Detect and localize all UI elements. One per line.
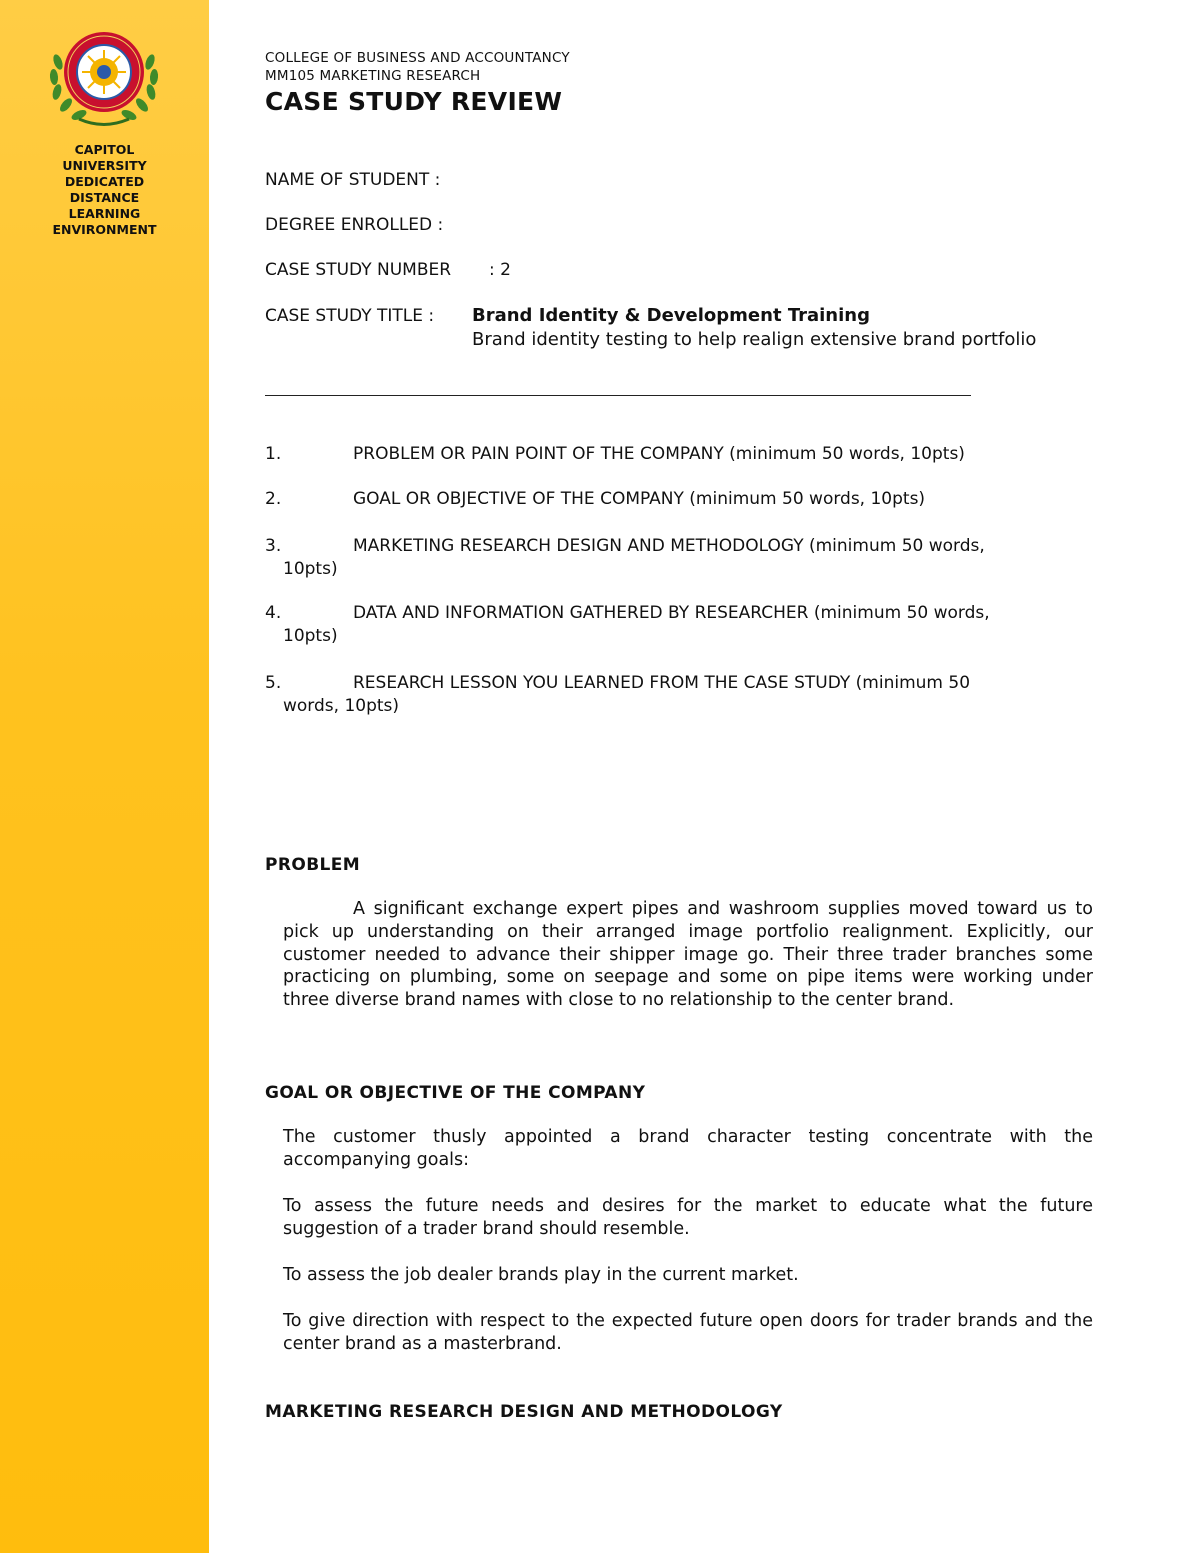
student-name-label: NAME OF STUDENT : xyxy=(265,170,441,190)
goal-paragraph: To give direction with respect to the expected future open doors for trader brands and the center brand as a masterbrand. xyxy=(283,1311,1093,1354)
case-title-value: Brand Identity & Development Training xyxy=(472,305,870,326)
question-text-continued: 10pts) xyxy=(283,626,338,646)
goal-paragraph: The customer thusly appointed a brand character testing concentrate with the accompanying goals: xyxy=(283,1127,1093,1170)
divider-line xyxy=(265,395,971,396)
question-text: MARKETING RESEARCH DESIGN AND METHODOLOGY (minimum 50 words, xyxy=(353,536,985,556)
university-name-line: CAPITOL xyxy=(74,142,135,157)
methodology-heading: MARKETING RESEARCH DESIGN AND METHODOLOGY xyxy=(265,1402,783,1422)
college-name: COLLEGE OF BUSINESS AND ACCOUNTANCY xyxy=(265,50,570,66)
university-seal-logo xyxy=(44,22,164,132)
case-number-label: CASE STUDY NUMBER xyxy=(265,260,452,280)
question-text: RESEARCH LESSON YOU LEARNED FROM THE CASE STUDY (minimum 50 xyxy=(353,673,971,693)
goal-heading: GOAL OR OBJECTIVE OF THE COMPANY xyxy=(265,1083,646,1103)
goal-paragraph: To assess the future needs and desires for the market to educate what the future suggestion of a trader brand should resemble. xyxy=(283,1196,1093,1239)
question-text: GOAL OR OBJECTIVE OF THE COMPANY (minimum 50 words, 10pts) xyxy=(353,489,926,509)
course-name: MM105 MARKETING RESEARCH xyxy=(265,68,481,84)
degree-label: DEGREE ENROLLED : xyxy=(265,215,444,235)
question-number: 5. xyxy=(265,673,282,693)
sidebar xyxy=(0,0,209,1553)
question-number: 3. xyxy=(265,536,282,556)
case-title-label: CASE STUDY TITLE : xyxy=(265,306,435,326)
case-number-value: : 2 xyxy=(489,260,511,280)
question-text: PROBLEM OR PAIN POINT OF THE COMPANY (minimum 50 words, 10pts) xyxy=(353,444,965,464)
question-number: 1. xyxy=(265,444,282,464)
question-text-continued: 10pts) xyxy=(283,559,338,579)
university-name-line: DISTANCE xyxy=(69,190,140,205)
question-number: 2. xyxy=(265,489,282,509)
university-name-line: LEARNING xyxy=(68,206,141,221)
case-subtitle: Brand identity testing to help realign extensive brand portfolio xyxy=(472,329,1037,350)
question-text-continued: words, 10pts) xyxy=(283,696,400,716)
university-name-line: UNIVERSITY xyxy=(62,158,147,173)
page-title: CASE STUDY REVIEW xyxy=(265,87,563,116)
problem-heading: PROBLEM xyxy=(265,855,361,875)
university-name-line: DEDICATED xyxy=(64,174,145,189)
university-name xyxy=(0,142,209,238)
question-number: 4. xyxy=(265,603,282,623)
problem-paragraph: A significant exchange expert pipes and washroom supplies moved toward us to pick up understanding on their arranged image portfolio realignment. Explicitly, our customer needed to advance their shipper image go. Their three trader branches some practicing on plumbing, some on seepage and some on pipe items were working under three diverse brand names with close to no relationship to the center brand. xyxy=(283,899,1093,1011)
question-text: DATA AND INFORMATION GATHERED BY RESEARCHER (minimum 50 words, xyxy=(353,603,990,623)
university-name-line: ENVIRONMENT xyxy=(52,222,157,237)
goal-paragraph: To assess the job dealer brands play in the current market. xyxy=(283,1265,799,1285)
